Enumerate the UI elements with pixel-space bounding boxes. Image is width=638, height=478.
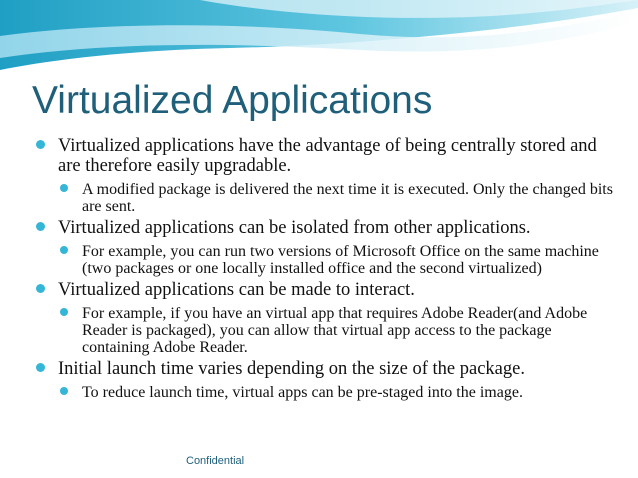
- sub-bullet-text: For example, if you have an virtual app that requires Adobe Reader(and Adobe Reader is packaged), you can allow that virtual app access to the package containing Adobe Reader.: [82, 305, 588, 356]
- header-wave-decoration: [0, 0, 638, 80]
- bullet-dot-icon: [60, 184, 68, 192]
- bullet-text: Virtualized applications can be isolated from other applications.: [58, 218, 531, 238]
- bullet-dot-icon: [36, 222, 45, 231]
- bullet-dot-icon: [36, 363, 45, 372]
- footer-confidential: Confidential: [186, 455, 245, 467]
- sub-bullet-text: To reduce launch time, virtual apps can be pre-staged into the image.: [82, 384, 523, 401]
- sub-bullet-text: A modified package is delivered the next time it is executed. Only the changed bits are sent.: [82, 181, 613, 215]
- sub-bullet-item: [56, 384, 615, 401]
- bullet-item: [30, 359, 615, 379]
- bullet-dot-icon: [36, 140, 45, 149]
- bullet-dot-icon: [60, 387, 68, 395]
- bullet-dot-icon: [36, 284, 45, 293]
- bullet-text: Initial launch time varies depending on the size of the package.: [58, 359, 525, 379]
- slide-title: Virtualized Applications: [32, 79, 433, 122]
- bullet-item: [30, 218, 615, 238]
- sub-bullet-item: [56, 181, 615, 215]
- bullet-item: [30, 280, 615, 300]
- sub-bullet-item: [56, 305, 615, 356]
- bullet-text: Virtualized applications have the advantage of being centrally stored and are therefore easily upgradable.: [58, 136, 597, 176]
- bullet-dot-icon: [60, 246, 68, 254]
- bullet-item: [30, 136, 615, 176]
- bullet-dot-icon: [60, 308, 68, 316]
- bullet-text: Virtualized applications can be made to interact.: [58, 280, 415, 300]
- sub-bullet-text: For example, you can run two versions of Microsoft Office on the same machine (two packages or one locally installed office and the second virtualized): [82, 243, 599, 277]
- bullet-list: [30, 136, 615, 404]
- sub-bullet-item: [56, 243, 615, 277]
